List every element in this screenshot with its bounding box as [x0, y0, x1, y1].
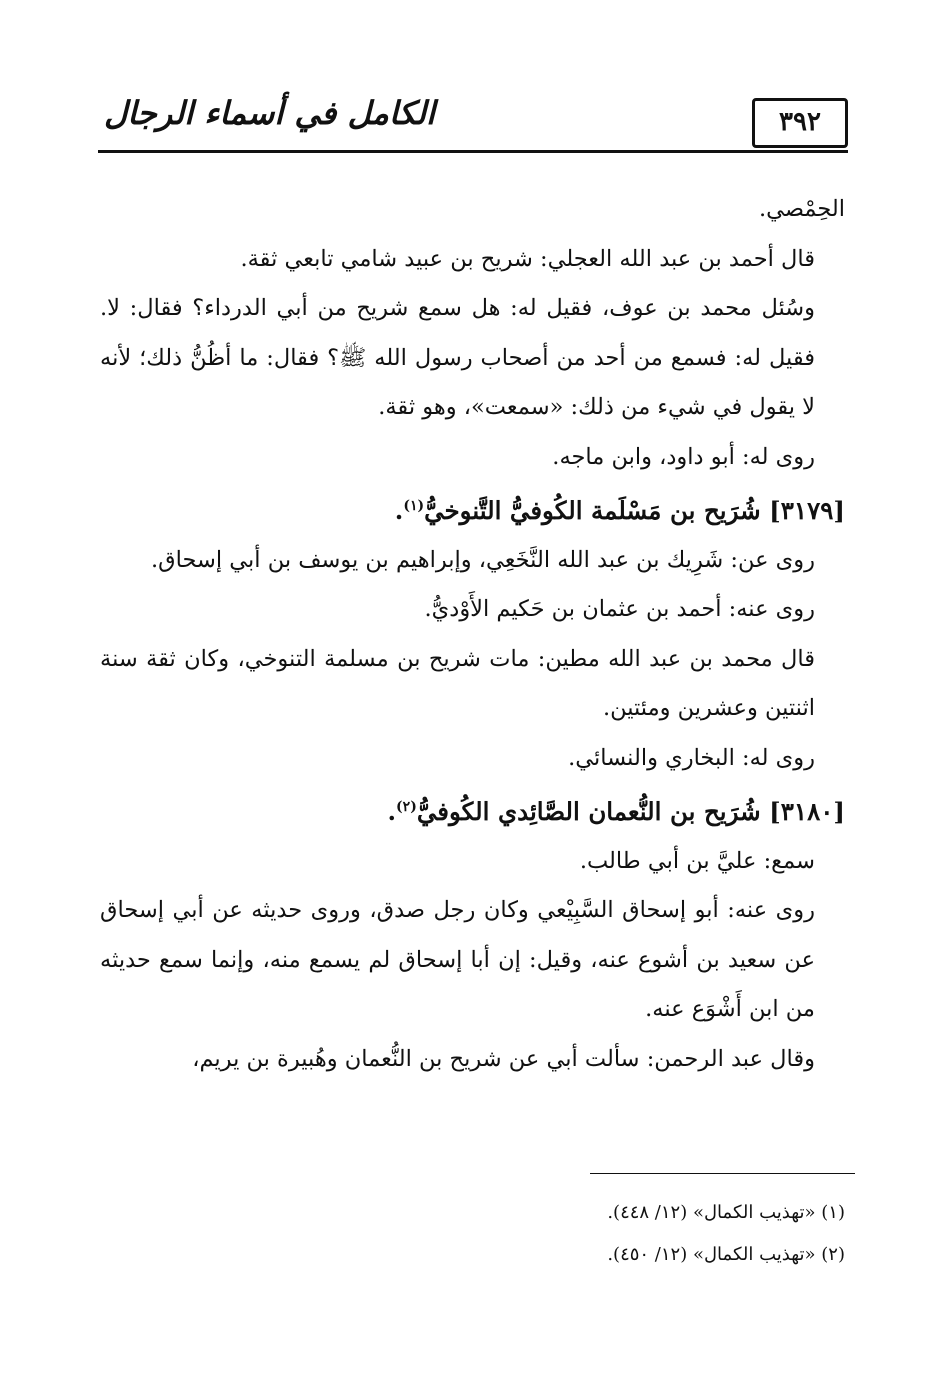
page-header [98, 92, 848, 150]
paragraph: روى عنه: أبو إسحاق السَّبِيْعي وكان رجل صدق، وروى حديثه عن أبي إسحاق عن سعيد بن أشوع عنه، وقيل: إن أبا إسحاق لم يسمع منه، وإنما سمع حديثه من ابن أَشْوَع عنه. [100, 897, 815, 1023]
entry-title: [٣١٨٠] شُرَيح بن النُّعمان الصَّائِدي الكُوفيُّ [416, 797, 845, 827]
paragraph: وسُئل محمد بن عوف، فقيل له: هل سمع شريح من أبي الدرداء؟ فقال: لا. فقيل له: فسمع من أحد من أصحاب رسول الله ﷺ؟ فقال: ما أظُنُّ ذلك؛ لأنه لا يقول في شيء من ذلك: «سمعت»، وهو ثقة. [100, 295, 815, 420]
paragraph: سمع: عليَّ بن أبي طالب. [579, 847, 815, 874]
entry-tail: . [387, 797, 397, 827]
entry-heading-3179 [100, 482, 845, 536]
paragraph: روى له: البخاري والنسائي. [568, 744, 815, 771]
main-text [100, 185, 845, 1084]
footnotes [100, 1192, 845, 1276]
book-title: الكامل في أسماء الرجال [104, 94, 435, 132]
paragraph: روى له: أبو داود، وابن ماجه. [552, 443, 815, 470]
paragraph: روى عن: شَرِيك بن عبد الله النَّخَعِي، وإبراهيم بن يوسف بن أبي إسحاق. [151, 546, 815, 573]
page-number: ٣٩٢ [752, 98, 848, 148]
footnote-ref: (١) [403, 498, 425, 514]
paragraph: قال أحمد بن عبد الله العجلي: شريح بن عبيد شامي تابعي ثقة. [240, 245, 815, 272]
entry-heading-3180 [100, 783, 845, 837]
header-rule [98, 150, 848, 153]
paragraph: وقال عبد الرحمن: سألت أبي عن شريح بن النُّعمان وهُبيرة بن يريم، [192, 1045, 815, 1072]
footnote: (١) «تهذيب الكمال» (١٢/ ٤٤٨). [607, 1202, 845, 1223]
paragraph: روى عنه: أحمد بن عثمان بن حَكيم الأَوْديُّ. [424, 596, 815, 623]
footnote-ref: (٢) [396, 799, 417, 816]
entry-title: [٣١٧٩] شُرَيح بن مَسْلَمة الكُوفيُّ التَّنوخيُّ [424, 496, 845, 526]
footnote-rule [590, 1173, 855, 1174]
paragraph: الحِمْصي. [758, 196, 845, 222]
entry-tail: . [394, 496, 404, 526]
paragraph: قال محمد بن عبد الله مطين: مات شريح بن مسلمة التنوخي، وكان ثقة سنة اثنتين وعشرين ومئتين. [100, 645, 815, 722]
footnote: (٢) «تهذيب الكمال» (١٢/ ٤٥٠). [607, 1244, 845, 1265]
